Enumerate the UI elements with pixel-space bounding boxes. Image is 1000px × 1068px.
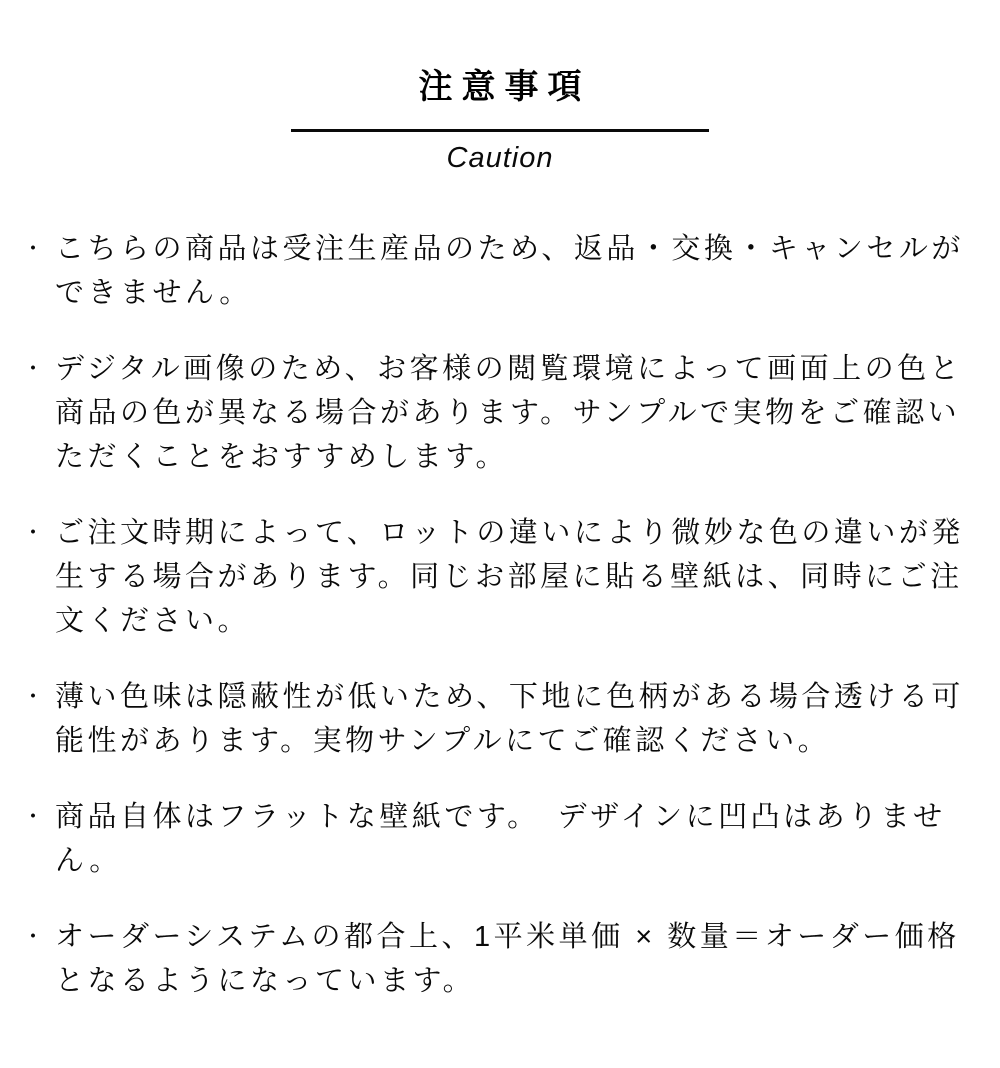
note-text: ご注文時期によって、ロットの違いにより微妙な色の違いが発生する場合があります。同じお部屋に貼る壁紙は、同時にご注文ください。 [55, 516, 964, 637]
page-subtitle: Caution [446, 141, 554, 174]
page-title: 注意事項 [418, 68, 591, 106]
bullet-marker: ・ [22, 683, 48, 709]
list-item [22, 227, 970, 315]
bullet-marker: ・ [22, 803, 48, 829]
bullet-marker: ・ [22, 235, 48, 261]
note-text: こちらの商品は受注生産品のため、返品・交換・キャンセルができません。 [55, 232, 964, 309]
bullet-marker: ・ [22, 519, 48, 545]
note-text: 商品自体はフラットな壁紙です。 デザインに凹凸はありません。 [55, 800, 946, 877]
caution-header [0, 68, 1000, 175]
list-item [22, 347, 970, 479]
title-divider-line [291, 129, 709, 132]
note-text: 薄い色味は隠蔽性が低いため、下地に色柄がある場合透ける可能性があります。実物サンプルにてご確認ください。 [55, 680, 964, 757]
bullet-marker: ・ [22, 923, 48, 949]
list-item [22, 675, 970, 763]
note-text: オーダーシステムの都合上、1平米単価 × 数量＝オーダー価格となるようになっています。 [55, 920, 960, 997]
list-item [22, 915, 970, 1003]
list-item [22, 511, 970, 643]
list-item [22, 795, 970, 883]
caution-list [0, 227, 1000, 1003]
note-text: デジタル画像のため、お客様の閲覧環境によって画面上の色と商品の色が異なる場合があります。サンプルで実物をご確認いただくことをおすすめします。 [55, 352, 963, 473]
bullet-marker: ・ [22, 355, 48, 381]
